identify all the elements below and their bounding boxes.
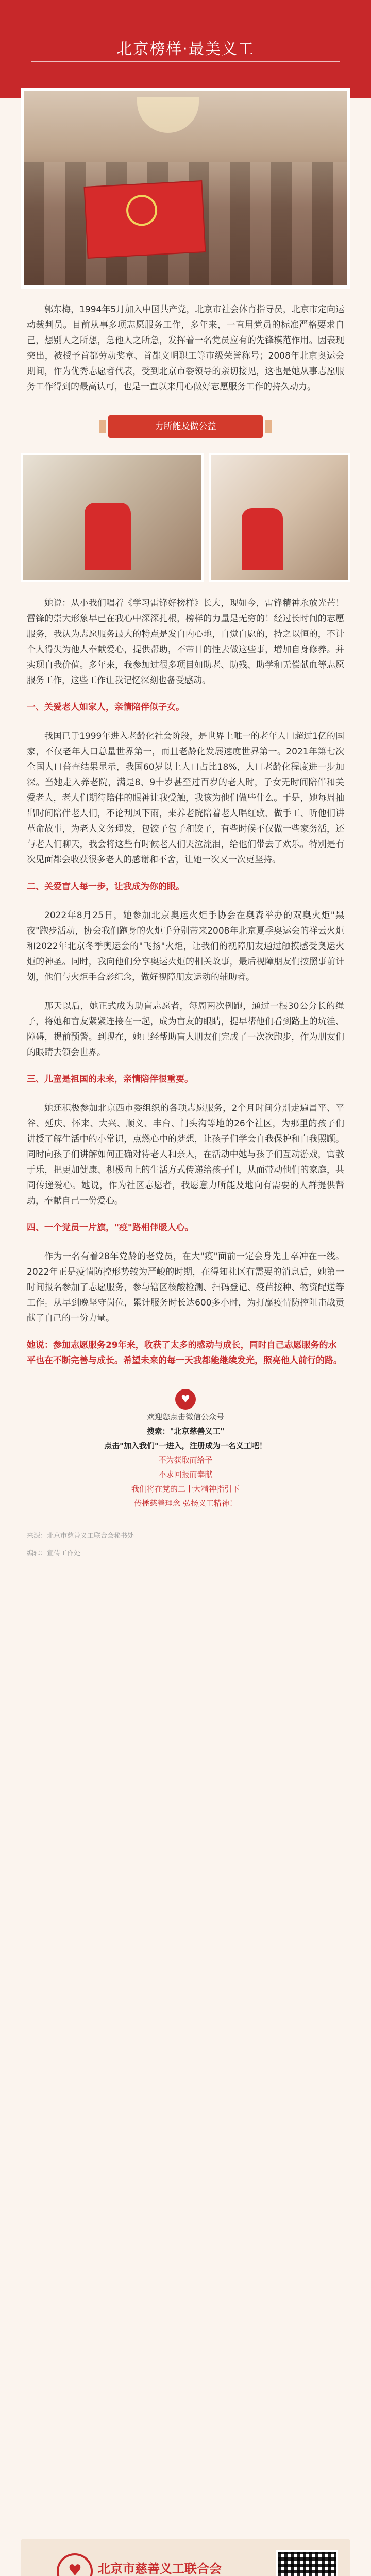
- follow-section: [0, 1389, 371, 1511]
- source-line: 来源：北京市慈善义工联合会秘书处: [27, 1532, 134, 1540]
- ceiling-lamp: [137, 97, 199, 133]
- motto-line: 传播慈善理念 弘扬义工精神！: [134, 1499, 237, 1508]
- page-title: 北京榜样·最美义工: [116, 40, 255, 58]
- footer-card: [21, 2539, 350, 2576]
- paragraph: 2022年8月25日，她参加北京奥运火炬手协会在奥森举办的双奥火炬"黑夜"跑步活动，协会我们跑身的火炬手分别带来2008年北京夏季奥运会的祥云火炬和2022年北京冬季奥运会的"飞扬"火炬，让我们的视障朋友通过触摸感受奥运火炬的神圣。同时，我向他们分享奥运火炬的相关故事，最后视障朋友们按照事前计划，他们与火炬手合影纪念，做好视障朋友运动的辅助者。: [27, 910, 344, 982]
- qr-code[interactable]: [276, 2550, 338, 2576]
- paragraph: 她还积极参加北京西市委组织的各项志愿服务，2个月时间分别走遍昌平、平谷、延庆、怀来、大兴、顺义、丰台、门头沟等地的26个社区，为那里的孩子们讲授了解生活中的小常识，点燃心中的梦想，让孩子们学会自我保护和自我照顾。同时向孩子们讲解如何正确对待老人和亲人，在活动中她与孩子们互动游戏，寓教于乐，把更加健康、积极向上的生活方式传递给孩子们，从而带动他们的家庭，共同传递爱心。她说，作为社区志愿者，我愿意力所能及地向有需要的人群提供帮助，奉献自己一份爱心。: [27, 1103, 344, 1206]
- volunteer-flag: [83, 180, 206, 259]
- intro-paragraph: 郭东梅，1994年5月加入中国共产党，北京市社会体育指导员，北京市定向运动裁判员。目前从事多项志愿服务工作，多年来，一直用党员的标准严格要求自己，想别人之所想，急他人之所急，发挥着一名党员应有的先锋模范作用。因表现突出，被授予首都劳动奖章、首都文明职工等市级荣誉称号；2008年北京奥运会期间，作为优秀志愿者代表，受到北京市委领导的亲切接见，这也是她从事志愿服务工作得到的最高认可，也是一直以来用心做好志愿服务工作的持久动力。: [27, 304, 344, 392]
- motto-line: 不求回报而奉献: [158, 1470, 213, 1479]
- federation-logo-icon: [57, 2553, 93, 2576]
- editor-line: 编辑：宣传工作处: [27, 1550, 81, 1557]
- red-vest: [242, 508, 283, 570]
- subheading: 四、一个党员一片旗，"疫"路相伴暖人心。: [27, 1223, 194, 1233]
- volunteer-photo-1: [21, 453, 204, 582]
- photo-row: [21, 453, 350, 582]
- federation-name: 北京市慈善义工联合会: [98, 2562, 222, 2576]
- search-hint[interactable]: 搜索："北京慈善义工": [146, 1427, 225, 1436]
- subheading: 一、关爱老人如家人，亲情陪伴似子女。: [27, 702, 184, 713]
- subheading: 三、儿童是祖国的未来，亲情陪伴很重要。: [27, 1074, 193, 1084]
- red-vest: [85, 503, 131, 570]
- closing-statement: 她说：参加志愿服务29年来，收获了太多的感动与成长，同时自己志愿服务的水平也在不断完善与成长。希望未来的每一天我都能继续发光，照亮他人前行的路。: [27, 1340, 342, 1366]
- paragraph: 她说：从小我们唱着《学习雷锋好榜样》长大，现如今，雷锋精神永放光芒！雷锋的崇大形象早已在我心中深深扎根，榜样的力量是无穷的！经过长时间的志愿服务，我认为志愿服务最大的特点是发自内心地，自觉自愿的，持之以恒的，不计个人得失为他人奉献爱心，提供帮助，不带目的性去做这些事，增加自身修养。并实现自我价值。多年来，我参加过很多项目如助老、助残、助学和无偿献血等志愿服务工作，这些工作让我记忆深刻也备受感动。: [27, 598, 344, 686]
- paragraph: 我国已于1999年进入老龄化社会阶段，是世界上唯一的老年人口超过1亿的国家，不仅老年人口总量世界第一，而且老龄化发展速度世界第一。2021年第七次全国人口普查结果显示，我国60岁以上人口占比18%，人口老龄化程度进一步加深。当她走入养老院，满是8、9十岁甚至过百岁的老人时，子女无时间陪伴和关爱老人，老人们期待陪伴的眼神让我受触，我该为他们做些什么。于是，她每周抽出时间陪伴老人们，不论刮风下雨，来养老院陪着老人唱红歌、做手工、听他们讲革命故事，为老人义务理发，包饺子包子和饺子，有些时候不仅做一些家务活，还与老人们聊天，我会将这些有时候老人们哭泣流泪，给他们带去了欢乐。特别是有次见面都会收获很多老人的感谢和不舍，让她一次又一次更坚持。: [27, 731, 344, 865]
- motto-line: 不为获取而给予: [158, 1455, 213, 1465]
- motto-line: 我们将在党的二十大精神指引下: [131, 1484, 240, 1494]
- join-cta[interactable]: 点击"加入我们"一进入，注册成为一名义工吧！: [104, 1441, 267, 1450]
- paragraph: 作为一名有着28年党龄的老党员，在大"疫"面前一定会身先士卒冲在一线。2022年正是疫情防控形势较为严峻的时期，在得知社区有需要的消息后，她第一时间报名参加了志愿服务，参与辖区核酸检测、扫码登记、疫苗接种、物资配送等工作。从早到晚坚守岗位，累计服务时长达600多小时，为打赢疫情防控阻击战贡献了自己的一份力量。: [27, 1251, 344, 1324]
- section-badge: 力所能及做公益: [108, 415, 263, 438]
- subheading: 二、关爱盲人每一步，让我成为你的眼。: [27, 882, 184, 892]
- header-banner: [0, 0, 371, 98]
- title-underline: [31, 61, 340, 62]
- group-photo: [21, 88, 350, 289]
- flag-emblem-icon: [126, 194, 158, 227]
- paragraph: 那天以后，她正式成为助盲志愿者，每周两次例跑，通过一根30公分长的绳子，将她和盲友紧紧连接在一起，成为盲友的眼睛，提早帮他们看到路上的坑洼、障碍，提前预警。到现在，她已经帮助盲人朋友们完成了一次次跑步，作为朋友们的眼睛去领会世界。: [27, 1001, 344, 1058]
- heart-avatar-icon: [175, 1389, 196, 1410]
- volunteer-photo-2: [209, 453, 350, 582]
- follow-prompt: 欢迎您点击微信公众号: [146, 1412, 224, 1421]
